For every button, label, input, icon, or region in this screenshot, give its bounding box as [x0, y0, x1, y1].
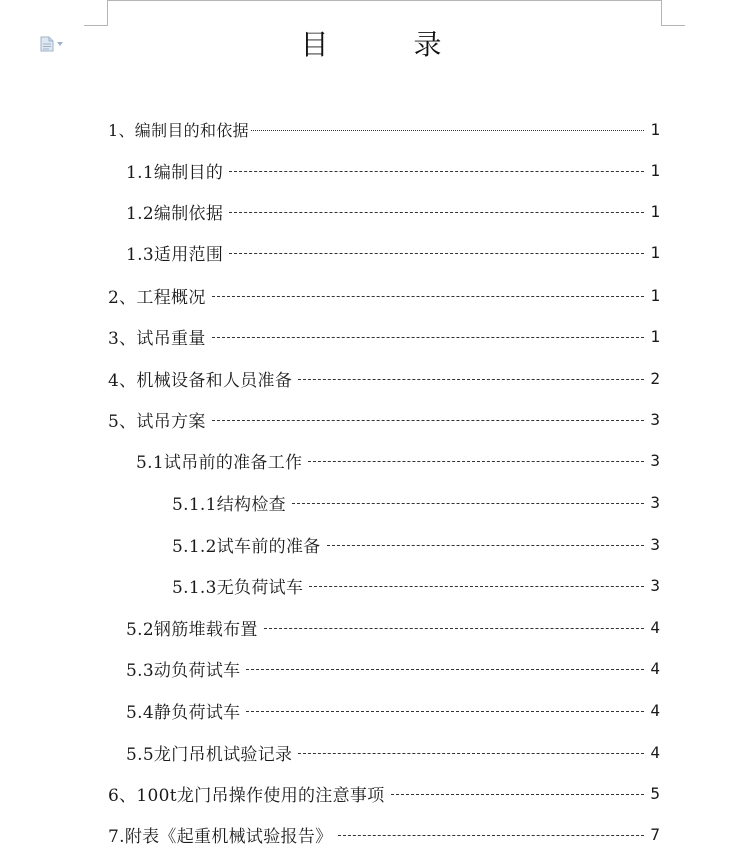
- toc-leader: [338, 834, 644, 836]
- toc-page-number: 4: [650, 617, 660, 637]
- toc-entry[interactable]: [172, 490, 660, 514]
- toc-page-number: 2: [650, 368, 660, 388]
- toc-page-number: 7: [650, 824, 660, 844]
- toc-page-number: 3: [650, 492, 660, 512]
- toc-leader: [292, 502, 644, 504]
- toc-entry-text: 1、编制目的和依据: [108, 120, 249, 140]
- toc-entry[interactable]: [126, 656, 660, 680]
- toc-entry-text: 5.1试吊前的准备工作: [136, 452, 303, 473]
- toc-page-number: 3: [650, 534, 660, 554]
- toc-leader: [298, 752, 644, 754]
- toc-leader: [309, 585, 644, 587]
- toc-title: 目 录: [300, 28, 480, 61]
- toc-page-number: 3: [650, 575, 660, 595]
- page-top-edge: [107, 0, 662, 1]
- toc-page-number: 3: [650, 409, 660, 429]
- toc-entry-text: 7.附表《起重机械试验报告》: [108, 826, 333, 847]
- toc-entry-text: 1.1编制目的: [126, 162, 224, 183]
- toc-page-number: 1: [650, 326, 660, 346]
- toc-entry-text: 5.1.3无负荷试车: [172, 577, 304, 598]
- toc-entry-text: 2、工程概况: [108, 287, 206, 308]
- toc-entry-text: 1.2编制依据: [126, 203, 224, 224]
- toc-entry[interactable]: [108, 781, 660, 805]
- page-margin-mark-top-left: [107, 0, 108, 26]
- toc-page-number: 1: [650, 285, 660, 305]
- toc-page-number: 1: [650, 201, 660, 221]
- toc-entry[interactable]: [172, 573, 660, 597]
- toc-entry-text: 5.5龙门吊机试验记录: [126, 744, 293, 765]
- toc-entry[interactable]: [126, 615, 660, 639]
- toc-page-number: 4: [650, 742, 660, 762]
- toc-leader: [264, 627, 644, 629]
- toc-entry[interactable]: [136, 448, 660, 472]
- toc-entry-text: 5.4静负荷试车: [126, 702, 241, 723]
- toc-entry-text: 5、试吊方案: [108, 411, 206, 432]
- toc-page-number: 3: [650, 450, 660, 470]
- toc-page-number: 4: [650, 700, 660, 720]
- toc-leader: [229, 170, 644, 172]
- toc-entry[interactable]: [126, 740, 660, 764]
- toc-leader: [298, 378, 644, 380]
- toc-leader: [327, 544, 644, 546]
- toc-page-number: 1: [650, 242, 660, 262]
- toc-entry[interactable]: [108, 366, 660, 390]
- toc-entry-text: 4、机械设备和人员准备: [108, 370, 293, 391]
- toc-entry-text: 3、试吊重量: [108, 328, 206, 349]
- toc-entry[interactable]: [126, 158, 660, 182]
- toc-page-number: 5: [650, 783, 660, 803]
- toc-entry-text: 5.3动负荷试车: [126, 660, 241, 681]
- toc-leader: [251, 129, 644, 131]
- toc-entry[interactable]: [108, 407, 660, 431]
- toc-entry-text: 5.1.1结构检查: [172, 494, 286, 515]
- toc-leader: [391, 793, 645, 795]
- toc-leader: [308, 460, 644, 462]
- toc-entry[interactable]: [108, 117, 660, 141]
- toc-entry[interactable]: [126, 698, 660, 722]
- toc-leader: [212, 336, 644, 338]
- toc-page-number: 1: [650, 119, 660, 139]
- toc-leader: [212, 295, 644, 297]
- toc-leader: [246, 710, 644, 712]
- toc-entry[interactable]: [172, 532, 660, 556]
- toc-entry-text: 1.3适用范围: [126, 244, 224, 265]
- toc-leader: [212, 419, 644, 421]
- toc-entry[interactable]: [108, 283, 660, 307]
- toc-entry-text: 5.1.2试车前的准备: [172, 536, 321, 557]
- page-margin-mark-top-right: [661, 0, 662, 26]
- toc-leader: [229, 252, 644, 254]
- toc-entry[interactable]: [126, 199, 660, 223]
- toc-entry[interactable]: [126, 240, 660, 264]
- toc-entry-text: 5.2钢筋堆载布置: [126, 619, 258, 640]
- toc-leader: [246, 668, 644, 670]
- toc-page-number: 4: [650, 658, 660, 678]
- toc-leader: [229, 211, 644, 213]
- toc-entry[interactable]: [108, 324, 660, 348]
- toc-entry-text: 6、100t龙门吊操作使用的注意事项: [108, 785, 385, 806]
- toc-page-number: 1: [650, 160, 660, 180]
- toc-entry[interactable]: [108, 822, 660, 846]
